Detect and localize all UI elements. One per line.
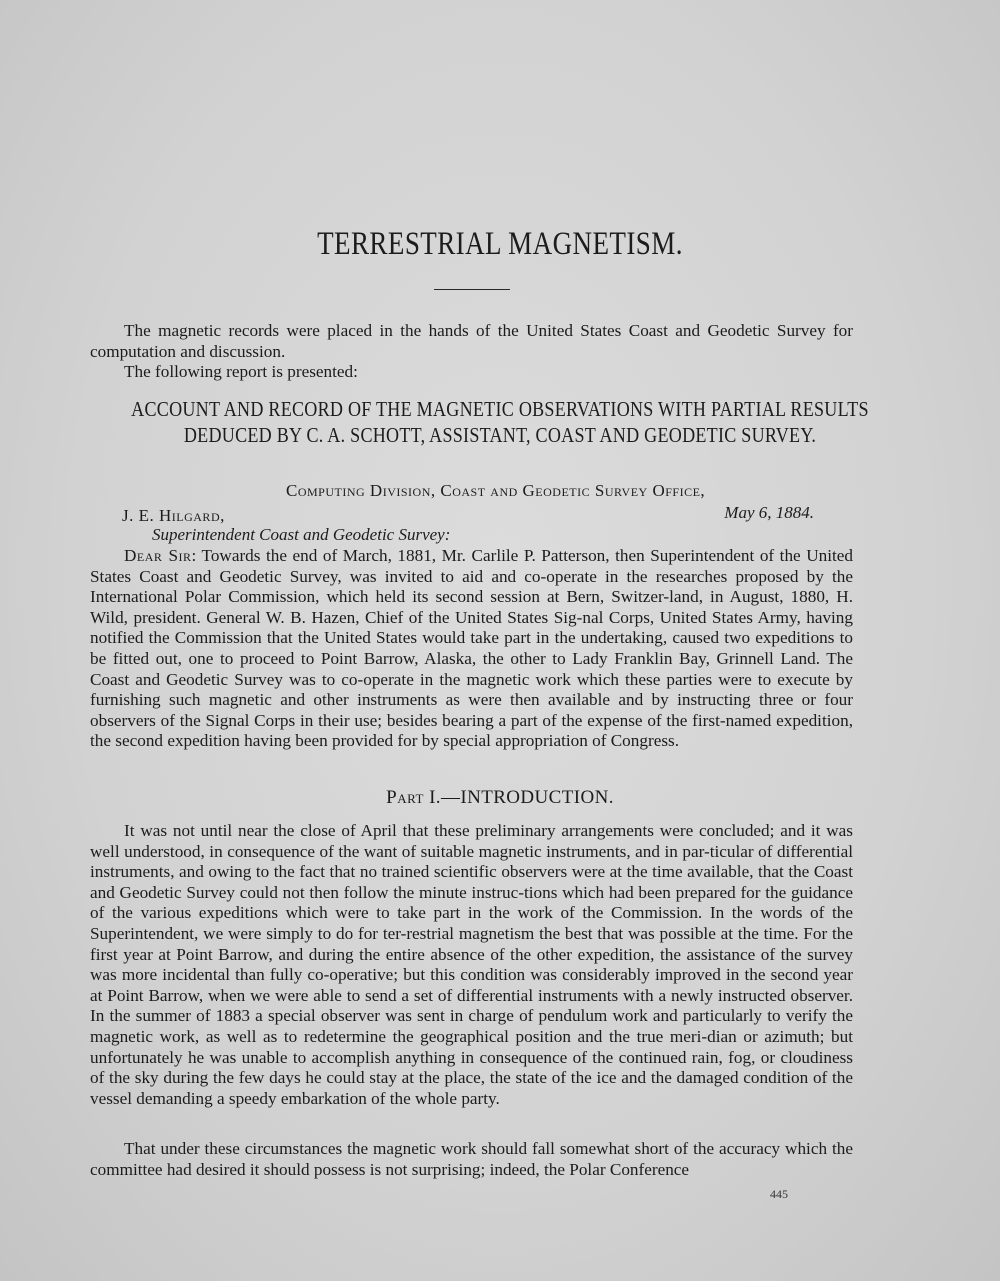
introduction-paragraph-2: That under these circumstances the magnetic work should fall somewhat short of the accuracy which the committee had desired it should possess is not surprising; indeed, the Polar Conference [90,1139,853,1179]
addressee-title: Superintendent Coast and Geodetic Survey: [152,525,451,544]
letter-dateline [280,480,814,524]
part-label: Part [386,787,424,808]
page-title: TERRESTRIAL MAGNETISM. [317,226,683,262]
page-number: 445 [770,1187,788,1201]
letter-body-text: : Towards the end of March, 1881, Mr. Carlile P. Patterson, then Superintendent of the United States Coast and Geodetic Survey, was invited to aid and co-operate in the researches proposed by the International Polar Commission, which held its second session at Bern, Switzer-land, in August, 1880, H. Wild, president. General W. B. Hazen, Chief of the United States Sig-nal Corps, United States Army, having notified the Commission that the United States would take part in the undertaking, caused two expeditions to be fitted out, one to proceed to Point Barrow, Alaska, the other to Lady Franklin Bay, Grinnell Land. The Coast and Geodetic Survey was to co-operate in the magnetic work which these parties were to execute by furnishing such magnetic and other instruments as were then available and by instructing three or four observers of the Signal Corps in their use; besides bearing a part of the expense of the first-named expedition, the second expedition having been provided for by special appropriation of Congress. [90,546,853,751]
report-heading [70,396,930,448]
report-heading-line1: ACCOUNT AND RECORD OF THE MAGNETIC OBSERVATIONS WITH PARTIAL RESULTS [131,397,869,421]
part-heading [0,786,1000,810]
addressee-name: J. E. Hilgard, [122,506,225,525]
report-heading-line2: DEDUCED BY C. A. SCHOTT, ASSISTANT, COAST AND GEODETIC SURVEY. [183,423,817,447]
letter-body [90,546,853,752]
introduction-paragraph-1: It was not until near the close of April that these preliminary arrangements were concluded; and it was well understood, in consequence of the want of suitable magnetic instruments, and in par-ticular of differential instruments, and owing to the fact that no trained scientific observers were at the time available, that the Coast and Geodetic Survey could not then follow the minute instruc-tions which had been prepared for the guidance of the various expeditions which were to take part in the work of the Commission. In the words of the Superintendent, we were simply to do for ter-restrial magnetism the best that was possible at the time. For the first year at Point Barrow, and during the entire absence of the other expedition, the assistance of the survey was more incidental than fully co-operative; but this condition was considerably improved in the second year at Point Barrow, when we were able to send a set of differential instruments with a newly instructed observer. In the summer of 1883 a special observer was sent in charge of pendulum work and particularly to verify the magnetic work, as well as to redetermine the geographical position and the true meri-dian or azimuth; but unfortunately he was unable to accomplish anything in consequence of the continued rain, fog, or cloudiness of the sky during the few days he could stay at the place, the state of the ice and the damaged condition of the vessel demanding a speedy embarkation of the whole party. [90,821,853,1108]
intro-following: The following report is presented: [124,362,358,381]
title-rule [434,289,510,290]
office-line: Computing Division, Coast and Geodetic Survey Office, [286,481,706,500]
part-title: I.—INTRODUCTION. [429,787,614,808]
letter-date: May 6, 1884. [724,503,814,522]
intro-paragraph: The magnetic records were placed in the hands of the United States Coast and Geodetic Survey for computation and discussion. [90,321,853,361]
salutation: Dear Sir [124,546,192,565]
